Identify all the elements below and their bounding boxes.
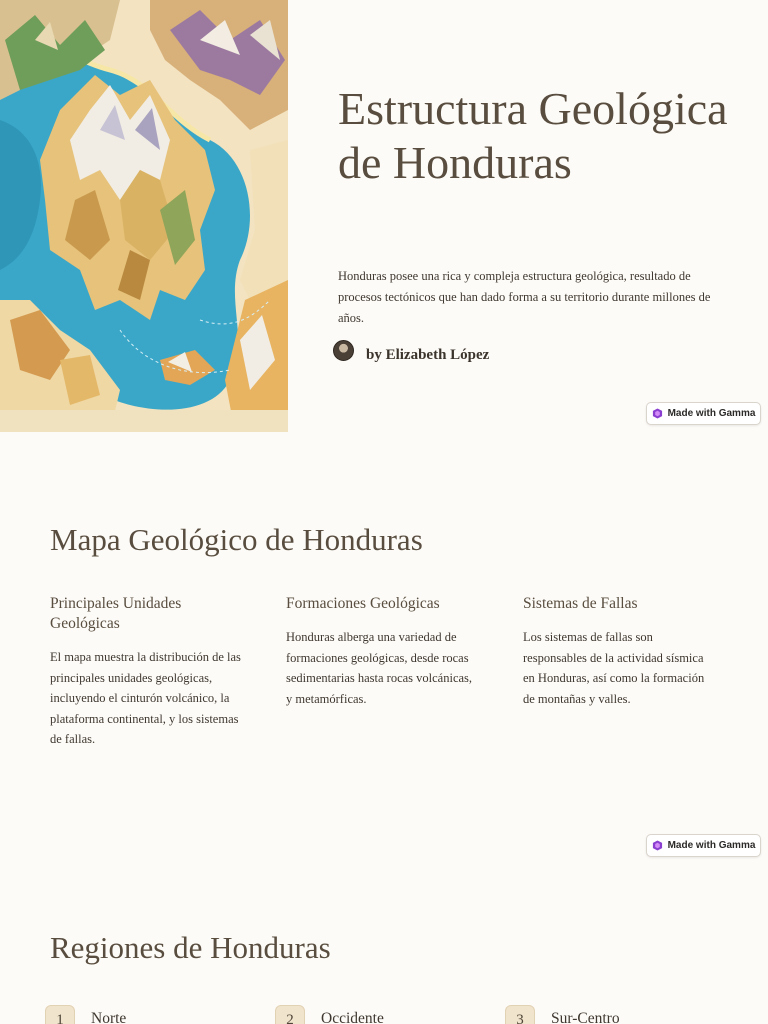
- column-heading: Principales Unidades Geológicas: [50, 595, 182, 632]
- section-title-geologic-map: Mapa Geológico de Honduras: [50, 522, 423, 557]
- author-byline: [333, 337, 489, 364]
- column-body: Los sistemas de fallas son responsables de la actividad sísmica en Honduras, así como la formación de montañas y valles.: [523, 630, 705, 706]
- column-heading: Formaciones Geológicas: [286, 595, 440, 612]
- column-body: El mapa muestra la distribución de las principales unidades geológicas, incluyendo el cinturón volcánico, la plataforma continental, y los sistemas de fallas.: [50, 650, 241, 747]
- region-number-badge: 1: [45, 1005, 75, 1024]
- badge-label: Made with Gamma: [667, 408, 756, 419]
- presentation-description: Honduras posee una rica y compleja estructura geológica, resultado de procesos tectónicos que han dado forma a su territorio durante millones de años.: [338, 269, 711, 325]
- region-label: Sur-Centro: [551, 1010, 620, 1024]
- region-number-badge: 3: [505, 1005, 535, 1024]
- region-number-badge: 2: [275, 1005, 305, 1024]
- made-with-gamma-badge[interactable]: [646, 402, 761, 425]
- region-label: Norte: [91, 1010, 127, 1024]
- region-item-norte: [45, 1005, 126, 1024]
- relief-map-illustration: [0, 0, 288, 432]
- region-item-occidente: [275, 1005, 384, 1024]
- section-title-regions: Regiones de Honduras: [50, 930, 331, 965]
- region-item-sur-centro: [505, 1005, 620, 1024]
- column-body: Honduras alberga una variedad de formaciones geológicas, desde rocas sedimentarias hasta rocas volcánicas, y metamórficas.: [286, 630, 473, 706]
- column-geologic-units: [50, 594, 245, 750]
- made-with-gamma-badge[interactable]: [646, 834, 761, 857]
- presentation-title: Estructura Geológica de Honduras: [338, 83, 728, 188]
- title-slide: [0, 0, 768, 432]
- gamma-logo-icon: [652, 840, 663, 851]
- column-fault-systems: [523, 594, 718, 709]
- gamma-logo-icon: [652, 408, 663, 419]
- author-name: by Elizabeth López: [366, 347, 490, 363]
- author-avatar: [333, 340, 354, 361]
- region-label: Occidente: [321, 1010, 384, 1024]
- column-geologic-formations: [286, 594, 481, 709]
- badge-label: Made with Gamma: [667, 840, 756, 851]
- column-heading: Sistemas de Fallas: [523, 595, 638, 612]
